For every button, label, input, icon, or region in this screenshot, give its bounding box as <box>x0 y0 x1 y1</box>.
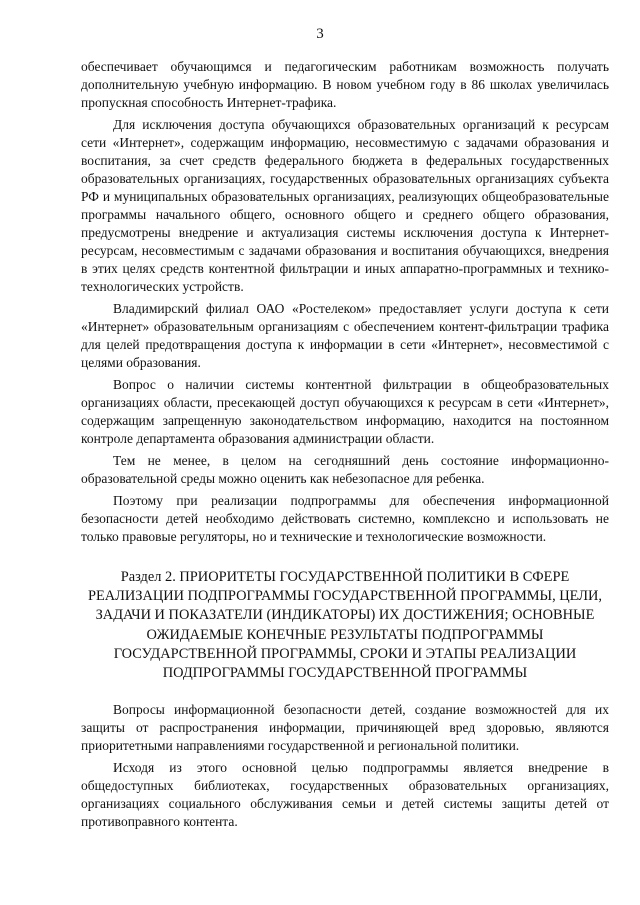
paragraph-content-filtering: Вопрос о наличии системы контентной фильтрации в общеобразовательных организациях области, пресекающей доступ обучающихся к ресурсам в сети «Интернет», содержащим запрещенную законодательством информацию, находится на постоянном контроле департамента образования администрации области. <box>81 377 609 446</box>
paragraph-continuation: обеспечивает обучающимся и педагогическим работникам возможность получать дополнительную учебную информацию. В новом учебном году в 86 школах увеличилась пропускная способность Интернет-трафика. <box>81 59 609 110</box>
paragraph-systemic-approach: Поэтому при реализации подпрограммы для обеспечения информационной безопасности детей необходимо действовать системно, комплексно и использовать не только правовые регуляторы, но и технические и технологические возможности. <box>81 493 609 544</box>
document-body <box>81 58 609 835</box>
paragraph-rostelecom: Владимирский филиал ОАО «Ростелеком» предоставляет услуги доступа к сети «Интернет» образовательным организациям с обеспечением контент-фильтрации трафика для целей предотвращения доступа к информации в сети «Интернет», несовместимой с целями образования. <box>81 301 609 370</box>
page-number: 3 <box>316 26 324 42</box>
paragraph-info-security-priority: Вопросы информационной безопасности детей, создание возможностей для их защиты от распространения информации, причиняющей вред здоровью, являются приоритетными направлениями государственной и региональной политики. <box>81 702 609 754</box>
paragraph-main-goal: Исходя из этого основной целью подпрограммы является внедрение в общедоступных библиотеках, государственных образовательных организациях, организациях социального обслуживания семьи и детей системы защиты детей от противоправного контента. <box>81 760 609 830</box>
paragraph-unsafe-environment: Тем не менее, в целом на сегодняшний день состояние информационно-образовательной среды можно оценить как небезопасное для ребенка. <box>81 453 609 486</box>
paragraph-access-exclusion: Для исключения доступа обучающихся образовательных организаций к ресурсам сети «Интернет», содержащим информацию, несовместимую с задачами образования и воспитания, за счет средств федерального бюджета в федеральных государственных образовательных организациях, государственных образовательных организациях субъекта РФ и муниципальных образовательных организациях, реализующих общеобразовательные программы начального общего, основного общего и среднего общего образования, предусмотрены внедрение и актуализация системы исключения доступа к Интернет-ресурсам, несовместимым с задачами образования и воспитания обучающихся, внедрения в этих целях средств контентной фильтрации и иных аппаратно-программных и технико-технологических устройств. <box>81 117 609 294</box>
section-heading: Раздел 2. ПРИОРИТЕТЫ ГОСУДАРСТВЕННОЙ ПОЛИТИКИ В СФЕРЕ РЕАЛИЗАЦИИ ПОДПРОГРАММЫ ГОСУДАРСТВЕННОЙ ПРОГРАММЫ, ЦЕЛИ, ЗАДАЧИ И ПОКАЗАТЕЛИ (ИНДИКАТОРЫ) ИХ ДОСТИЖЕНИЯ; ОСНОВНЫЕ ОЖИДАЕМЫЕ КОНЕЧНЫЕ РЕЗУЛЬТАТЫ ПОДПРОГРАММЫ ГОСУДАРСТВЕННОЙ ПРОГРАММЫ, СРОКИ И ЭТАПЫ РЕАЛИЗАЦИИ ПОДПРОГРАММЫ ГОСУДАРСТВЕННОЙ ПРОГРАММЫ <box>87 569 603 682</box>
